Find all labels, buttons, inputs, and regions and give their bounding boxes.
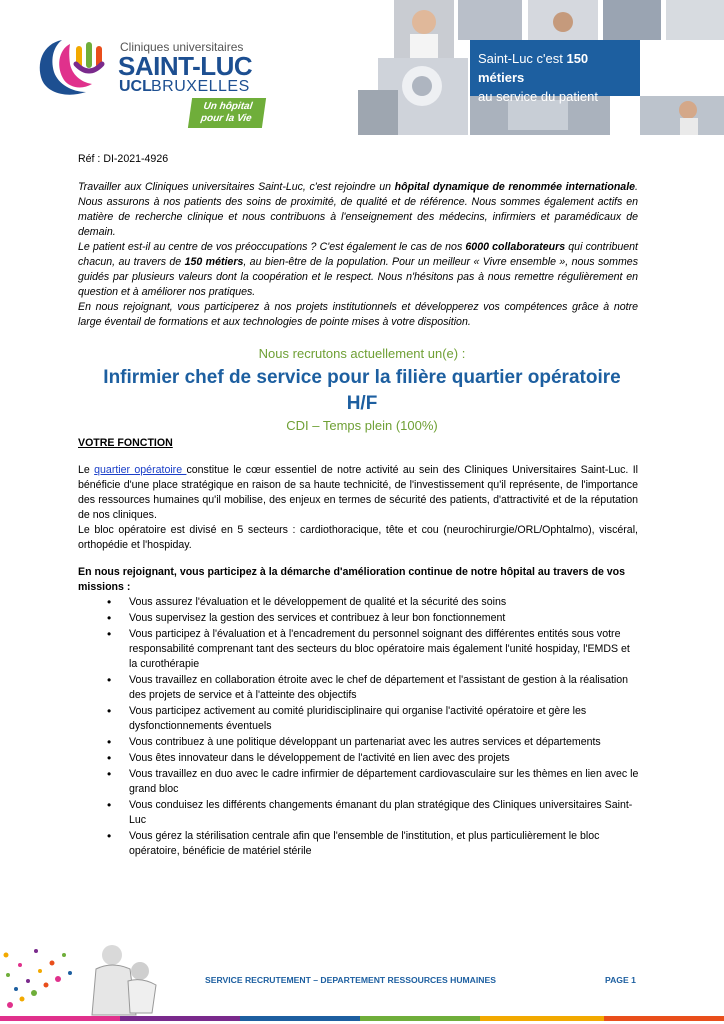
logo-subtitle: Cliniques universitaires [120, 40, 244, 54]
confetti-decoration [4, 949, 73, 1008]
job-title [78, 365, 646, 417]
reference-number: Réf : DI-2021-4926 [78, 153, 169, 165]
logo-name: SAINT-LUC [118, 51, 253, 81]
saint-luc-logo [32, 34, 272, 129]
list-item: • Vous travaillez en collaboration étroite avec le chef de département et l'assistant de gestion à la réalisation des projets de service et à l'atteinte des objectifs [105, 673, 640, 703]
logo-city: BRUXELLES [151, 78, 250, 95]
contract-type: CDI – Temps plein (100%) [286, 418, 438, 433]
function-description [78, 463, 638, 553]
page-header [0, 0, 724, 135]
banner-line-2: au service du patient [478, 89, 598, 104]
footer-illustration [0, 935, 200, 1024]
list-item: • Vous contribuez à une politique développant un partenariat avec les autres services et départements [105, 735, 640, 750]
list-item: • Vous supervisez la gestion des services et contribuez à leur bon fonctionnement [105, 611, 640, 626]
missions-list [105, 595, 640, 860]
job-title-line-1: Infirmier chef de service pour la filière quartier opératoire [103, 367, 621, 388]
tagline-line-2: pour la Vie [200, 113, 253, 124]
list-item: • Vous conduisez les différents changements émanant du plan stratégique des Cliniques universitaires Saint-Luc [105, 798, 640, 828]
list-item: • Vous travaillez en duo avec le cadre infirmier de département cardiovasculaire sur les thèmes en lien avec le grand bloc [105, 767, 640, 797]
job-title-line-2: H/F [346, 393, 378, 414]
saint-luc-emblem-icon [32, 34, 118, 98]
mother-child-illustration [92, 945, 156, 1015]
list-item: • Vous êtes innovateur dans le développement de l'activité en lien avec des projets [105, 751, 640, 766]
intro-paragraphs [78, 180, 638, 330]
list-item: • Vous assurez l'évaluation et le développement de qualité et la sécurité des soins [105, 595, 640, 610]
footer-color-bar [0, 1016, 724, 1021]
list-item: • Vous gérez la stérilisation centrale afin que l'ensemble de l'institution, et plus particulièrement le bloc opératoire, bénéficie de matériel stérile [105, 829, 640, 859]
logo-ucl: UCL [119, 78, 152, 95]
recruit-line: Nous recrutons actuellement un(e) : [258, 346, 466, 361]
intro-paragraph-3: En nous rejoignant, vous participerez à nos projets institutionnels et développerez vos compétences grâce à notre large éventail de formations et aux technologies de pointe mises à votre disposition. [78, 301, 638, 328]
footer-department: SERVICE RECRUTEMENT – DEPARTEMENT RESSOURCES HUMAINES [205, 975, 496, 985]
list-item: • Vous participez à l'évaluation et à l'encadrement du personnel soignant des différentes entités sous votre responsabilité comprenant tant des secteurs du bloc opératoire mais également l'unité hospiday, l'EMDS et la curothérapie [105, 627, 640, 672]
list-item: • Vous participez activement au comité pluridisciplinaire qui organise l'activité opératoire et gère les dysfonctionnements éventuels [105, 704, 640, 734]
missions-intro: En nous rejoignant, vous participez à la démarche d'amélioration continue de notre hôpital au travers de vos missions : [78, 566, 626, 593]
description-paragraph-1: Le quartier opératoire constitue le cœur essentiel de notre activité au sein des Cliniques Universitaires Saint-Luc. Il bénéficie d'une place stratégique en raison de sa haute technicité, de l'investissement qu'il représente, de l'importance des ressources humaines qu'il mobilise, des enjeux en termes de sécurité des patients, d'attractivité et de la réputation de nos cliniques. [78, 464, 639, 521]
description-paragraph-2: Le bloc opératoire est divisé en 5 secteurs : cardiothoracique, tête et cou (neurochirurgie/ORL/Ophtalmo), viscéral, orthopédie et l'hospiday. [78, 524, 638, 551]
section-title: VOTRE FONCTION [78, 437, 173, 449]
footer-page-number: PAGE 1 [605, 975, 636, 985]
intro-paragraph-2: Le patient est-il au centre de vos préoccupations ? C'est également le cas de nos 6000 collaborateurs qui contribuent chacun, au travers de 150 métiers, au bien-être de la population. Pour un meilleur « Vivre ensemble », nous sommes guidés par plusieurs valeurs dont la coopération et le respect. Nous n'hésitons pas à nous remettre régulièrement en question et à améliorer nos pratiques. [78, 241, 639, 298]
tagline-line-1: Un hôpital [202, 101, 254, 112]
logo-tagline [188, 98, 266, 128]
quartier-operatoire-link[interactable]: quartier opératoire [94, 464, 187, 476]
intro-paragraph-1: Travailler aux Cliniques universitaires Saint-Luc, c'est rejoindre un hôpital dynamique de renommée internationale. Nous assurons à nos patients des soins de proximité, de qualité et de référence. Nous sommes également actifs en matière de recherche clinique et nous contribuons à l'enseignement des médecins, infirmiers et paramédicaux de demain. [78, 181, 638, 238]
banner-line-1: Saint-Luc c'est 150 métiers [478, 51, 589, 85]
header-banner [470, 40, 640, 104]
